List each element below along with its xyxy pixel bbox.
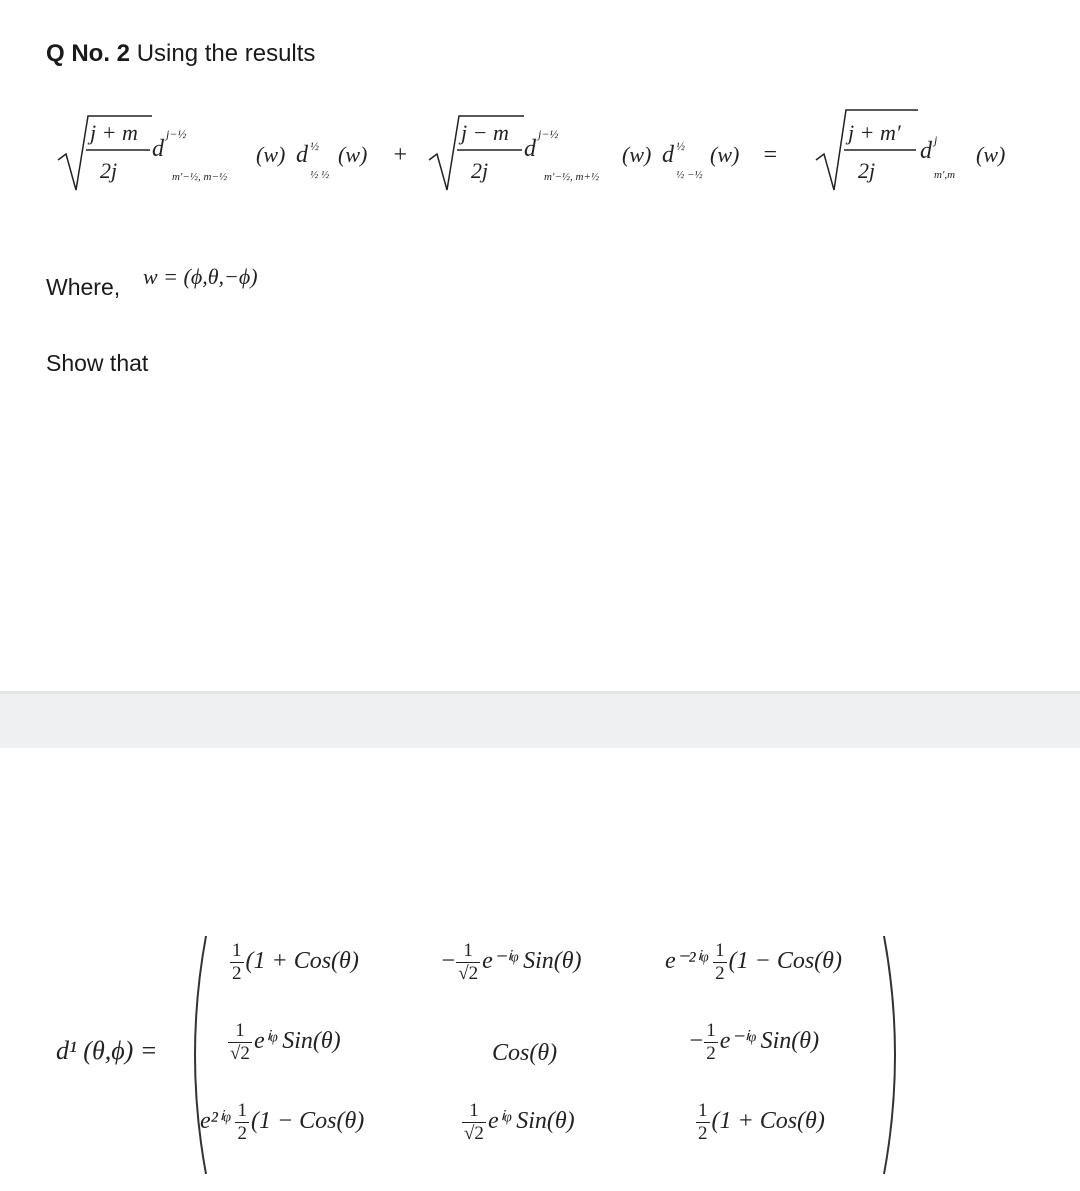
matrix-cell-r3c1: e²ⁱᵠ $\frac{1}{2}$ (1 − Cos(θ) — [200, 1100, 365, 1144]
sqrt-c-denominator: 2j — [858, 158, 876, 183]
matrix-cell-r3c3: $\frac{1}{2}$ (1 + Cos(θ) — [698, 1100, 825, 1144]
svg-text:½: ½ — [310, 139, 319, 153]
question-title — [46, 40, 315, 68]
svg-text:½ −½: ½ −½ — [676, 169, 703, 181]
where-label: Where, — [46, 274, 121, 300]
plus-sign: + — [392, 142, 409, 168]
svg-text:m′−½, m+½: m′−½, m+½ — [544, 171, 600, 183]
svg-text:d: d — [662, 142, 674, 168]
svg-text:½ ½: ½ ½ — [310, 169, 330, 181]
matrix-lhs: d¹ (θ,ϕ) = — [56, 1036, 158, 1065]
sqrt-a-numerator: j + m — [90, 120, 138, 145]
show-that-label: Show that — [46, 350, 149, 376]
svg-text:(w): (w) — [976, 142, 1006, 167]
matrix-cell-r2c3: − $\frac{1}{2}$ e⁻ⁱᵠ Sin(θ) — [688, 1020, 820, 1064]
where-equation: w = (ϕ,θ,−ϕ) — [143, 264, 258, 289]
svg-text:d: d — [296, 142, 308, 168]
recursion-equation — [56, 100, 1046, 210]
question-prompt: Using the results — [136, 40, 316, 67]
svg-text:(w): (w) — [338, 142, 368, 167]
svg-text:d: d — [152, 136, 164, 162]
sqrt-c-numerator: j + m′ — [848, 120, 901, 145]
matrix-cell-r1c1: $\frac{1}{2}$ (1 + Cos(θ) — [232, 940, 359, 984]
svg-text:j−½: j−½ — [166, 127, 187, 141]
w-argument: (w) — [256, 142, 286, 167]
matrix-cell-r3c2: $\frac{1}{√2}$ eⁱᵠ Sin(θ) — [464, 1100, 575, 1144]
equals-sign: = — [762, 142, 779, 168]
matrix-cell-r2c1: $\frac{1}{√2}$ eⁱᵠ Sin(θ) — [230, 1020, 341, 1064]
svg-text:½: ½ — [676, 139, 685, 153]
sqrt-a-denominator: 2j — [100, 158, 118, 183]
svg-text:d: d — [524, 136, 536, 162]
svg-text:j: j — [934, 133, 938, 147]
question-number: Q No. 2 — [46, 40, 131, 67]
svg-text:j−½: j−½ — [538, 127, 559, 141]
svg-text:d: d — [920, 138, 932, 164]
sqrt-b-denominator: 2j — [471, 158, 489, 183]
svg-text:(w): (w) — [622, 142, 652, 167]
matrix-cell-r1c3: e⁻²ⁱᵠ $\frac{1}{2}$ (1 − Cos(θ) — [665, 940, 842, 984]
matrix-cell-r1c2: − $\frac{1}{√2}$ e⁻ⁱᵠ Sin(θ) — [440, 940, 582, 984]
svg-text:m′,m: m′,m — [934, 169, 956, 181]
svg-text:(w): (w) — [710, 142, 740, 167]
matrix-cell-r2c2: Cos(θ) — [492, 1040, 558, 1066]
section-divider — [0, 691, 1080, 748]
svg-text:m′−½, m−½: m′−½, m−½ — [172, 171, 228, 183]
sqrt-b-numerator: j − m — [461, 120, 509, 145]
